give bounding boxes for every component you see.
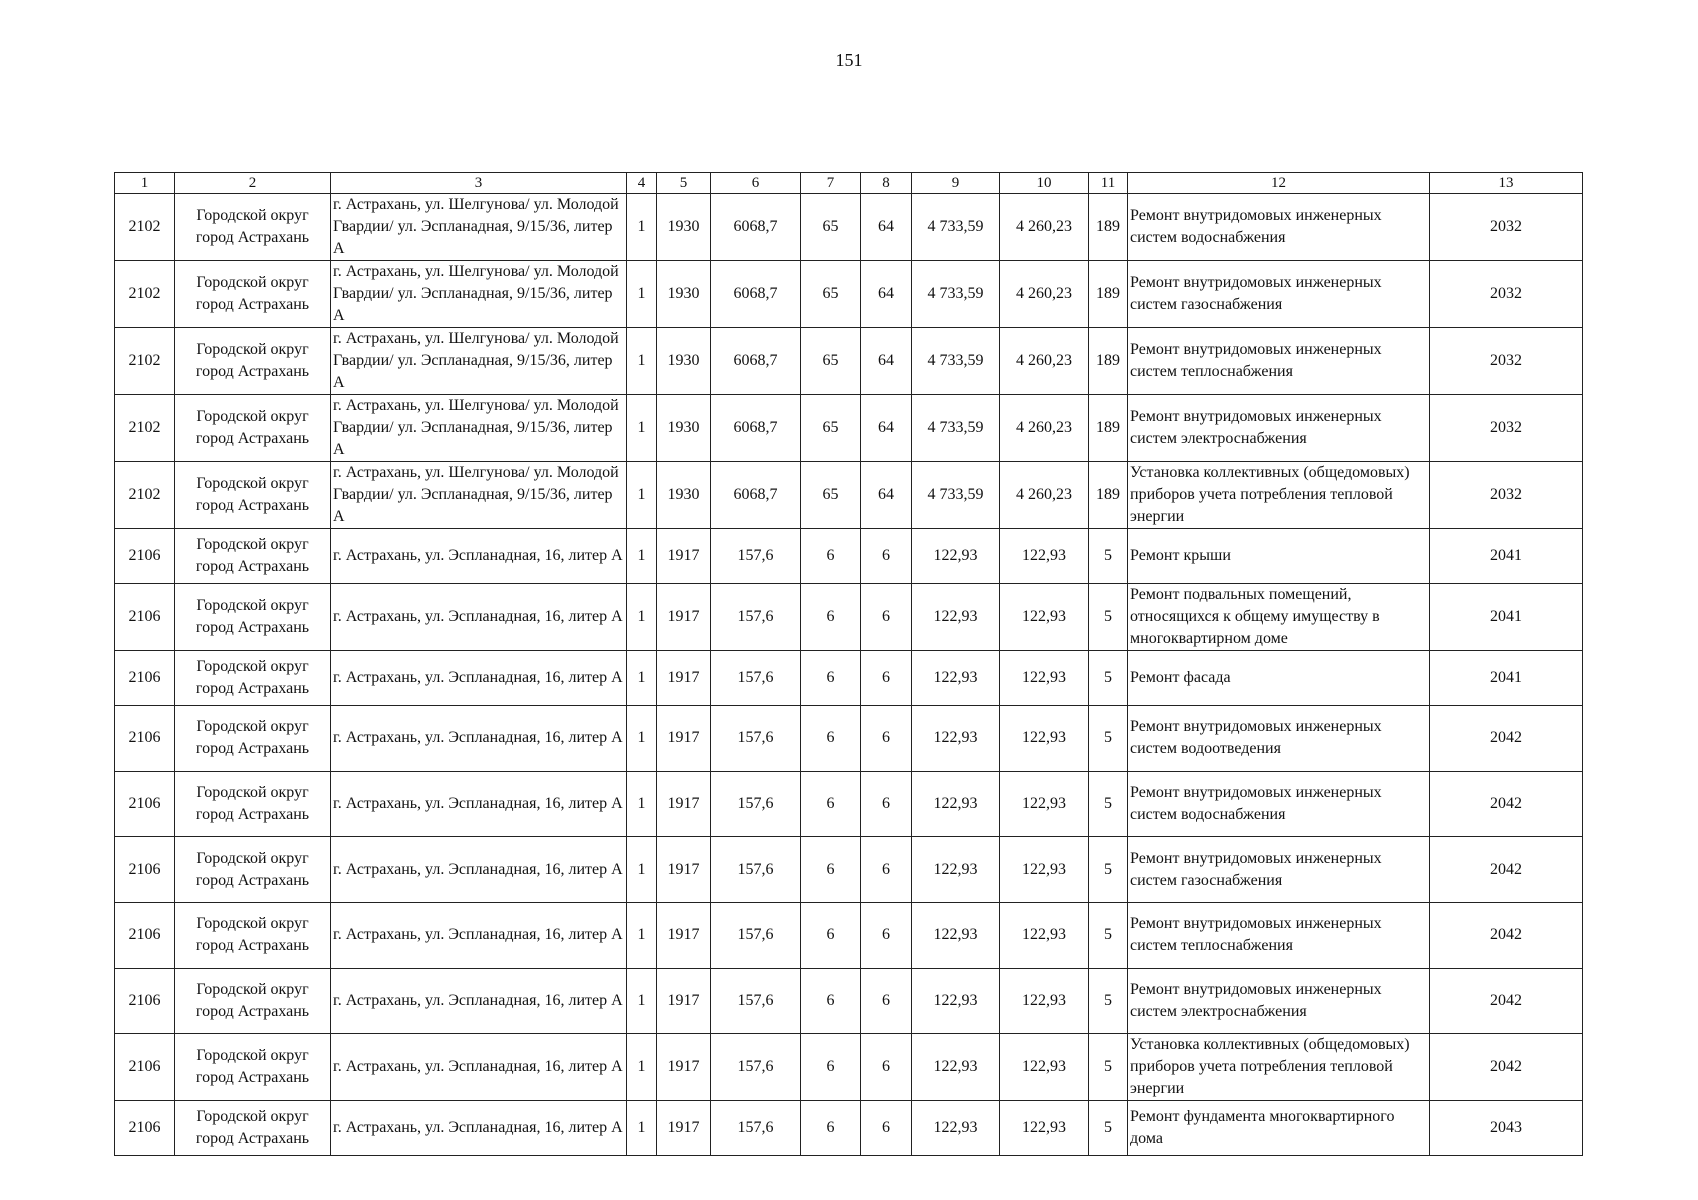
col8-cell: 6: [861, 771, 912, 837]
col11-cell: 5: [1089, 903, 1128, 969]
col9-cell: 4 733,59: [912, 328, 1000, 395]
col4-cell: 1: [627, 968, 657, 1034]
row-id-cell: 2106: [115, 903, 175, 969]
col11-cell: 5: [1089, 651, 1128, 706]
col6-cell: 157,6: [711, 837, 801, 903]
col8-cell: 6: [861, 1101, 912, 1156]
col10-cell: 122,93: [1000, 706, 1089, 772]
col9-cell: 122,93: [912, 771, 1000, 837]
col8-cell: 64: [861, 194, 912, 261]
column-header: 10: [1000, 173, 1089, 194]
col4-cell: 1: [627, 837, 657, 903]
col9-cell: 4 733,59: [912, 395, 1000, 462]
row-id-cell: 2106: [115, 771, 175, 837]
row-id-cell: 2102: [115, 395, 175, 462]
col4-cell: 1: [627, 328, 657, 395]
col9-cell: 4 733,59: [912, 462, 1000, 529]
column-header: 12: [1128, 173, 1430, 194]
col11-cell: 5: [1089, 584, 1128, 651]
row-id-cell: 2106: [115, 1034, 175, 1101]
year-cell: 1917: [657, 529, 711, 584]
municipality-cell: Городской округ город Астрахань: [175, 529, 331, 584]
table-row: [115, 462, 1583, 529]
col7-cell: 6: [801, 1034, 861, 1101]
col9-cell: 122,93: [912, 837, 1000, 903]
table-row: [115, 194, 1583, 261]
address-cell: г. Астрахань, ул. Шелгунова/ ул. Молодой Гвардии/ ул. Эспланадная, 9/15/36, литер А: [331, 194, 627, 261]
col11-cell: 5: [1089, 968, 1128, 1034]
row-id-cell: 2102: [115, 462, 175, 529]
col10-cell: 4 260,23: [1000, 395, 1089, 462]
col11-cell: 5: [1089, 706, 1128, 772]
column-header: 3: [331, 173, 627, 194]
planned-year-cell: 2042: [1430, 771, 1583, 837]
row-id-cell: 2106: [115, 968, 175, 1034]
header-row: [115, 173, 1583, 194]
work-type-cell: Ремонт внутридомовых инженерных систем водоснабжения: [1128, 194, 1430, 261]
col6-cell: 6068,7: [711, 328, 801, 395]
row-id-cell: 2106: [115, 584, 175, 651]
year-cell: 1917: [657, 968, 711, 1034]
address-cell: г. Астрахань, ул. Эспланадная, 16, литер А: [331, 771, 627, 837]
year-cell: 1917: [657, 837, 711, 903]
year-cell: 1917: [657, 1034, 711, 1101]
address-cell: г. Астрахань, ул. Эспланадная, 16, литер А: [331, 903, 627, 969]
col6-cell: 157,6: [711, 1034, 801, 1101]
table-row: [115, 261, 1583, 328]
year-cell: 1930: [657, 462, 711, 529]
col4-cell: 1: [627, 462, 657, 529]
year-cell: 1930: [657, 328, 711, 395]
col8-cell: 64: [861, 395, 912, 462]
column-header: 9: [912, 173, 1000, 194]
col8-cell: 64: [861, 328, 912, 395]
col10-cell: 122,93: [1000, 837, 1089, 903]
col4-cell: 1: [627, 395, 657, 462]
column-header: 8: [861, 173, 912, 194]
address-cell: г. Астрахань, ул. Эспланадная, 16, литер А: [331, 1034, 627, 1101]
municipality-cell: Городской округ город Астрахань: [175, 1101, 331, 1156]
col4-cell: 1: [627, 771, 657, 837]
col8-cell: 6: [861, 837, 912, 903]
col11-cell: 5: [1089, 1034, 1128, 1101]
row-id-cell: 2106: [115, 837, 175, 903]
col7-cell: 65: [801, 194, 861, 261]
col11-cell: 5: [1089, 837, 1128, 903]
col11-cell: 5: [1089, 529, 1128, 584]
col4-cell: 1: [627, 261, 657, 328]
col10-cell: 4 260,23: [1000, 462, 1089, 529]
table-row: [115, 968, 1583, 1034]
table-row: [115, 395, 1583, 462]
address-cell: г. Астрахань, ул. Шелгунова/ ул. Молодой Гвардии/ ул. Эспланадная, 9/15/36, литер А: [331, 261, 627, 328]
col8-cell: 6: [861, 968, 912, 1034]
col7-cell: 65: [801, 328, 861, 395]
table-row: [115, 328, 1583, 395]
municipality-cell: Городской округ город Астрахань: [175, 584, 331, 651]
col6-cell: 157,6: [711, 706, 801, 772]
column-header: 7: [801, 173, 861, 194]
address-cell: г. Астрахань, ул. Эспланадная, 16, литер А: [331, 968, 627, 1034]
col4-cell: 1: [627, 584, 657, 651]
col6-cell: 6068,7: [711, 194, 801, 261]
table-row: [115, 1034, 1583, 1101]
year-cell: 1917: [657, 1101, 711, 1156]
col9-cell: 122,93: [912, 903, 1000, 969]
col6-cell: 6068,7: [711, 395, 801, 462]
col10-cell: 4 260,23: [1000, 328, 1089, 395]
table-row: [115, 706, 1583, 772]
row-id-cell: 2106: [115, 529, 175, 584]
col11-cell: 189: [1089, 261, 1128, 328]
work-type-cell: Ремонт внутридомовых инженерных систем водоснабжения: [1128, 771, 1430, 837]
col8-cell: 64: [861, 462, 912, 529]
address-cell: г. Астрахань, ул. Шелгунова/ ул. Молодой Гвардии/ ул. Эспланадная, 9/15/36, литер А: [331, 328, 627, 395]
work-type-cell: Ремонт фасада: [1128, 651, 1430, 706]
col6-cell: 157,6: [711, 771, 801, 837]
col9-cell: 4 733,59: [912, 261, 1000, 328]
col4-cell: 1: [627, 706, 657, 772]
planned-year-cell: 2032: [1430, 395, 1583, 462]
planned-year-cell: 2041: [1430, 584, 1583, 651]
municipality-cell: Городской округ город Астрахань: [175, 651, 331, 706]
col6-cell: 6068,7: [711, 261, 801, 328]
col6-cell: 157,6: [711, 584, 801, 651]
work-type-cell: Ремонт внутридомовых инженерных систем электроснабжения: [1128, 395, 1430, 462]
work-type-cell: Ремонт внутридомовых инженерных систем газоснабжения: [1128, 261, 1430, 328]
address-cell: г. Астрахань, ул. Эспланадная, 16, литер А: [331, 584, 627, 651]
col6-cell: 157,6: [711, 529, 801, 584]
col11-cell: 189: [1089, 194, 1128, 261]
year-cell: 1917: [657, 771, 711, 837]
planned-year-cell: 2042: [1430, 1034, 1583, 1101]
col9-cell: 122,93: [912, 1034, 1000, 1101]
col7-cell: 6: [801, 771, 861, 837]
col4-cell: 1: [627, 1034, 657, 1101]
address-cell: г. Астрахань, ул. Эспланадная, 16, литер А: [331, 1101, 627, 1156]
col7-cell: 6: [801, 968, 861, 1034]
address-cell: г. Астрахань, ул. Эспланадная, 16, литер А: [331, 529, 627, 584]
planned-year-cell: 2042: [1430, 837, 1583, 903]
column-header: 1: [115, 173, 175, 194]
planned-year-cell: 2032: [1430, 328, 1583, 395]
capital-repair-table: [114, 172, 1583, 1156]
col7-cell: 6: [801, 903, 861, 969]
work-type-cell: Ремонт подвальных помещений, относящихся к общему имуществу в многоквартирном доме: [1128, 584, 1430, 651]
col7-cell: 6: [801, 651, 861, 706]
year-cell: 1930: [657, 261, 711, 328]
municipality-cell: Городской округ город Астрахань: [175, 462, 331, 529]
work-type-cell: Ремонт внутридомовых инженерных систем водоотведения: [1128, 706, 1430, 772]
table-row: [115, 837, 1583, 903]
page-number: 151: [835, 50, 863, 70]
col10-cell: 4 260,23: [1000, 194, 1089, 261]
municipality-cell: Городской округ город Астрахань: [175, 837, 331, 903]
address-cell: г. Астрахань, ул. Шелгунова/ ул. Молодой Гвардии/ ул. Эспланадная, 9/15/36, литер А: [331, 462, 627, 529]
col10-cell: 122,93: [1000, 968, 1089, 1034]
municipality-cell: Городской округ город Астрахань: [175, 194, 331, 261]
year-cell: 1917: [657, 584, 711, 651]
planned-year-cell: 2042: [1430, 968, 1583, 1034]
col10-cell: 122,93: [1000, 1034, 1089, 1101]
column-header: 2: [175, 173, 331, 194]
col10-cell: 4 260,23: [1000, 261, 1089, 328]
work-type-cell: Ремонт внутридомовых инженерных систем теплоснабжения: [1128, 328, 1430, 395]
column-header: 6: [711, 173, 801, 194]
col6-cell: 157,6: [711, 968, 801, 1034]
column-header: 5: [657, 173, 711, 194]
table-row: [115, 529, 1583, 584]
col9-cell: 122,93: [912, 1101, 1000, 1156]
work-type-cell: Ремонт фундамента многоквартирного дома: [1128, 1101, 1430, 1156]
col11-cell: 189: [1089, 328, 1128, 395]
col4-cell: 1: [627, 194, 657, 261]
col10-cell: 122,93: [1000, 651, 1089, 706]
table-row: [115, 584, 1583, 651]
work-type-cell: Установка коллективных (общедомовых) приборов учета потребления тепловой энергии: [1128, 1034, 1430, 1101]
municipality-cell: Городской округ город Астрахань: [175, 771, 331, 837]
col4-cell: 1: [627, 529, 657, 584]
column-header: 11: [1089, 173, 1128, 194]
col4-cell: 1: [627, 651, 657, 706]
municipality-cell: Городской округ город Астрахань: [175, 968, 331, 1034]
table-row: [115, 1101, 1583, 1156]
row-id-cell: 2106: [115, 651, 175, 706]
column-header: 13: [1430, 173, 1583, 194]
row-id-cell: 2102: [115, 194, 175, 261]
col7-cell: 6: [801, 1101, 861, 1156]
col7-cell: 6: [801, 837, 861, 903]
work-type-cell: Ремонт внутридомовых инженерных систем теплоснабжения: [1128, 903, 1430, 969]
col4-cell: 1: [627, 1101, 657, 1156]
table-row: [115, 771, 1583, 837]
year-cell: 1917: [657, 706, 711, 772]
col8-cell: 64: [861, 261, 912, 328]
address-cell: г. Астрахань, ул. Эспланадная, 16, литер А: [331, 706, 627, 772]
col8-cell: 6: [861, 529, 912, 584]
address-cell: г. Астрахань, ул. Эспланадная, 16, литер А: [331, 837, 627, 903]
planned-year-cell: 2032: [1430, 462, 1583, 529]
year-cell: 1917: [657, 903, 711, 969]
year-cell: 1930: [657, 395, 711, 462]
col9-cell: 122,93: [912, 968, 1000, 1034]
planned-year-cell: 2042: [1430, 706, 1583, 772]
planned-year-cell: 2032: [1430, 194, 1583, 261]
col8-cell: 6: [861, 1034, 912, 1101]
col10-cell: 122,93: [1000, 584, 1089, 651]
col6-cell: 157,6: [711, 1101, 801, 1156]
municipality-cell: Городской округ город Астрахань: [175, 1034, 331, 1101]
planned-year-cell: 2041: [1430, 651, 1583, 706]
col4-cell: 1: [627, 903, 657, 969]
row-id-cell: 2102: [115, 328, 175, 395]
column-header: 4: [627, 173, 657, 194]
col11-cell: 189: [1089, 462, 1128, 529]
col8-cell: 6: [861, 903, 912, 969]
row-id-cell: 2106: [115, 706, 175, 772]
col9-cell: 122,93: [912, 706, 1000, 772]
planned-year-cell: 2042: [1430, 903, 1583, 969]
col8-cell: 6: [861, 706, 912, 772]
col7-cell: 6: [801, 584, 861, 651]
col11-cell: 189: [1089, 395, 1128, 462]
municipality-cell: Городской округ город Астрахань: [175, 903, 331, 969]
col9-cell: 122,93: [912, 584, 1000, 651]
col10-cell: 122,93: [1000, 903, 1089, 969]
col10-cell: 122,93: [1000, 771, 1089, 837]
col7-cell: 65: [801, 261, 861, 328]
year-cell: 1917: [657, 651, 711, 706]
col8-cell: 6: [861, 651, 912, 706]
work-type-cell: Ремонт внутридомовых инженерных систем газоснабжения: [1128, 837, 1430, 903]
col7-cell: 65: [801, 462, 861, 529]
year-cell: 1930: [657, 194, 711, 261]
municipality-cell: Городской округ город Астрахань: [175, 261, 331, 328]
col8-cell: 6: [861, 584, 912, 651]
address-cell: г. Астрахань, ул. Шелгунова/ ул. Молодой Гвардии/ ул. Эспланадная, 9/15/36, литер А: [331, 395, 627, 462]
work-type-cell: Установка коллективных (общедомовых) приборов учета потребления тепловой энергии: [1128, 462, 1430, 529]
municipality-cell: Городской округ город Астрахань: [175, 706, 331, 772]
work-type-cell: Ремонт внутридомовых инженерных систем электроснабжения: [1128, 968, 1430, 1034]
work-type-cell: Ремонт крыши: [1128, 529, 1430, 584]
col9-cell: 122,93: [912, 651, 1000, 706]
municipality-cell: Городской округ город Астрахань: [175, 395, 331, 462]
row-id-cell: 2102: [115, 261, 175, 328]
table-body: [115, 194, 1583, 1156]
col11-cell: 5: [1089, 771, 1128, 837]
col9-cell: 4 733,59: [912, 194, 1000, 261]
col9-cell: 122,93: [912, 529, 1000, 584]
planned-year-cell: 2041: [1430, 529, 1583, 584]
col6-cell: 6068,7: [711, 462, 801, 529]
col6-cell: 157,6: [711, 903, 801, 969]
address-cell: г. Астрахань, ул. Эспланадная, 16, литер А: [331, 651, 627, 706]
table-row: [115, 651, 1583, 706]
municipality-cell: Городской округ город Астрахань: [175, 328, 331, 395]
col7-cell: 6: [801, 529, 861, 584]
row-id-cell: 2106: [115, 1101, 175, 1156]
col11-cell: 5: [1089, 1101, 1128, 1156]
col7-cell: 65: [801, 395, 861, 462]
table-row: [115, 903, 1583, 969]
col7-cell: 6: [801, 706, 861, 772]
col6-cell: 157,6: [711, 651, 801, 706]
planned-year-cell: 2032: [1430, 261, 1583, 328]
col10-cell: 122,93: [1000, 529, 1089, 584]
planned-year-cell: 2043: [1430, 1101, 1583, 1156]
col10-cell: 122,93: [1000, 1101, 1089, 1156]
